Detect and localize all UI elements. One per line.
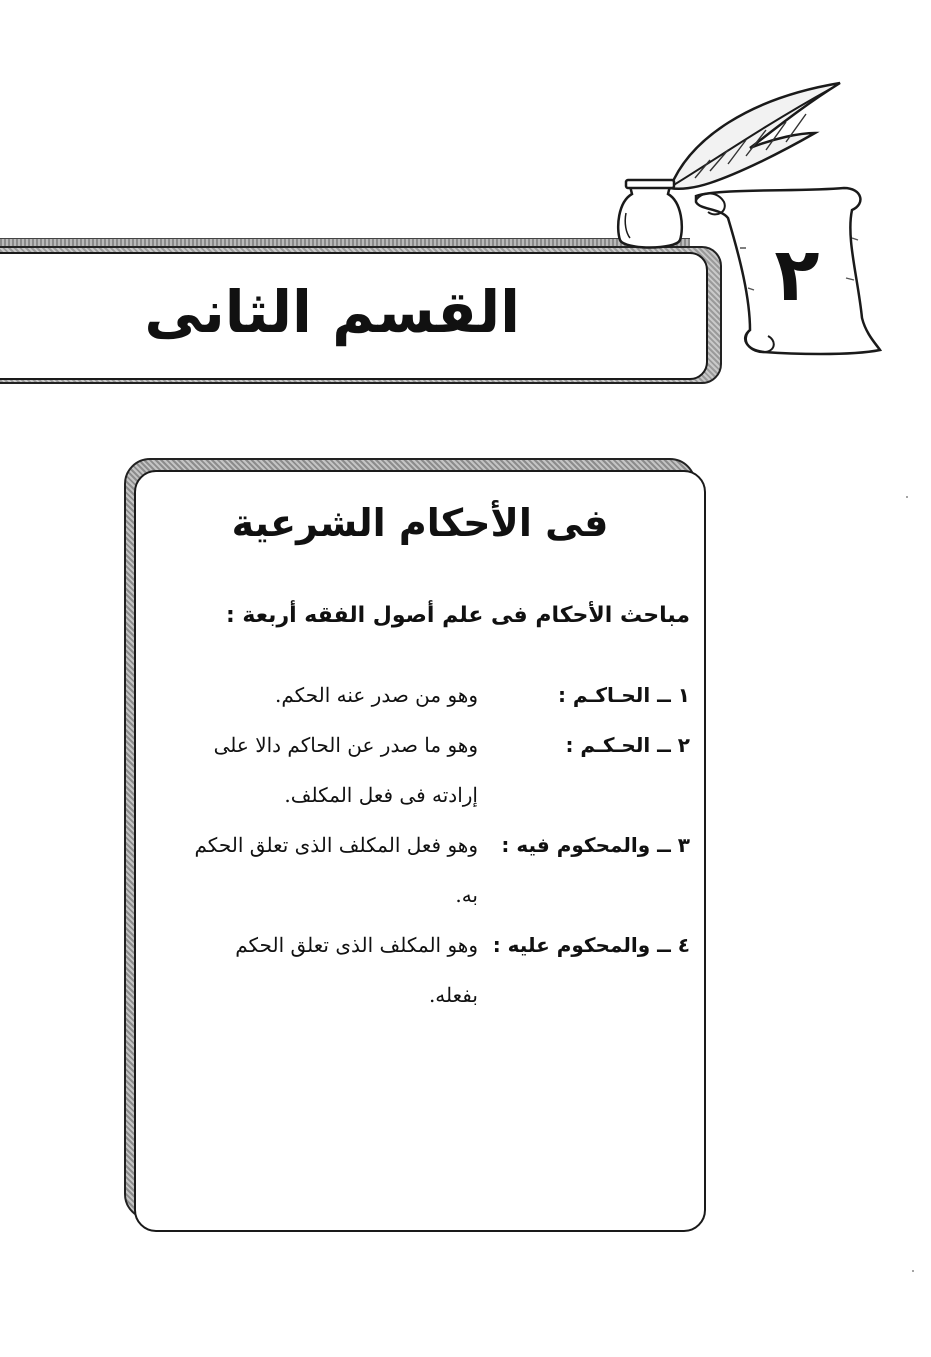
item-term: ٤ ــ والمحكوم عليه : [492,933,690,957]
section-title: فى الأحكام الشرعية [231,501,609,545]
quill-inkwell-scroll-icon [600,78,890,368]
item-term: ٢ ــ الحـكـم : [565,733,690,757]
chapter-number: ٢ [774,232,820,318]
chapter-title: القسم الثانى [144,278,520,346]
item-term: ٣ ــ والمحكوم فيه : [501,833,690,857]
list-item [150,670,690,720]
item-definition: وهو ما صدر عن الحاكم دالا على إرادته فى فعل المكلف. [213,733,478,807]
list-item [150,720,690,820]
item-definition: وهو فعل المكلف الذى تعلق الحكم به. [194,833,478,907]
scan-speck [906,496,908,498]
list-item [150,820,690,920]
definition-list [150,670,690,1020]
item-term: ١ ــ الحـاكـم : [557,683,690,707]
item-definition: وهو المكلف الذى تعلق الحكم بفعله. [235,933,478,1007]
section-intro: مباحث الأحكام فى علم أصول الفقه أربعة : [225,603,690,628]
list-item [150,920,690,1020]
item-definition: وهو من صدر عنه الحكم. [274,683,478,707]
scan-speck [912,1270,914,1272]
